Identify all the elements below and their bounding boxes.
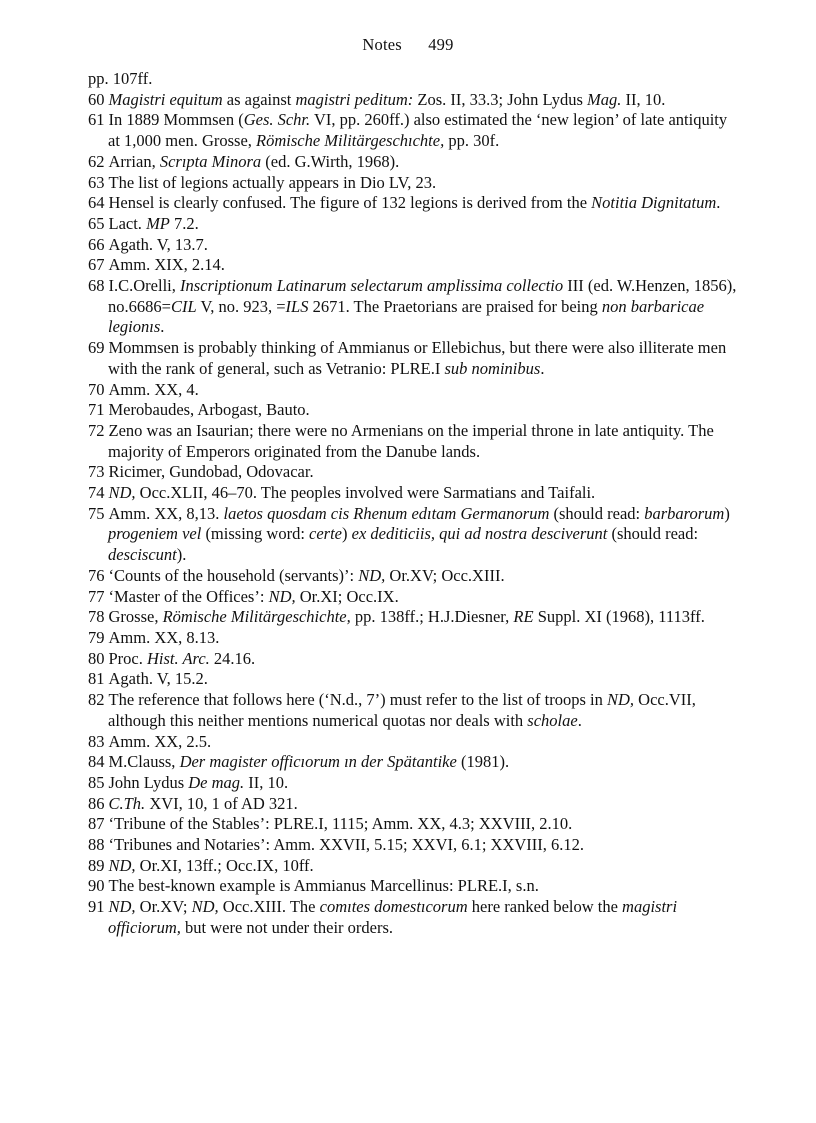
note-number: 65 [88,213,105,233]
note-item [88,110,738,151]
note-number: 71 [88,400,105,420]
note-number: 60 [88,89,105,109]
note-number: 73 [88,462,105,482]
note-item [88,235,738,256]
note-text: Ricimer, Gundobad, Odovacar. [108,462,314,482]
note-text: Mommsen is probably thinking of Ammianus or Ellebichus, but there were also illiterate men with the rank of general, such as Vetranio: PLRE.I sub nominibus. [108,338,727,378]
note-text: C.Th. XVI, 10, 1 of AD 321. [108,793,298,813]
note-number: 91 [88,897,105,917]
page-number: 499 [428,35,454,54]
note-number: 64 [88,193,105,213]
note-item [88,752,738,773]
note-item [88,255,738,276]
note-item [88,214,738,235]
note-text: ‘Master of the Offices’: ND, Or.XI; Occ.IX. [108,586,399,606]
note-item [88,628,738,649]
note-item [88,794,738,815]
note-text: John Lydus De mag. II, 10. [108,772,289,792]
note-item [88,690,738,731]
note-item [88,504,738,566]
note-number: 68 [88,276,105,296]
note-number: 80 [88,648,105,668]
note-item [88,276,738,338]
note-number: 86 [88,793,105,813]
note-item [88,483,738,504]
note-text: Amm. XIX, 2.14. [108,255,225,275]
note-text: ND, Or.XI, 13ff.; Occ.IX, 10ff. [108,855,314,875]
note-number: 70 [88,379,105,399]
running-header [0,35,816,55]
note-item [88,421,738,462]
notes-list [88,69,738,939]
note-number: 84 [88,752,105,772]
note-item [88,897,738,938]
note-item [88,152,738,173]
note-text: The list of legions actually appears in Dio LV, 23. [108,172,437,192]
note-item [88,669,738,690]
note-number: 78 [88,607,105,627]
note-text: ND, Occ.XLII, 46–70. The peoples involved were Sarmatians and Taifali. [108,483,596,503]
note-item [88,607,738,628]
note-text: Hensel is clearly confused. The figure of 132 legions is derived from the Notitia Dignitatum. [108,193,721,213]
note-text: Amm. XX, 8,13. laetos quosdam cis Rhenum edıtam Germanorum (should read: barbarorum) progeniem vel (missing word: certe) ex dediticiis, qui ad nostra desciverunt (should read: desciscunt). [108,503,730,565]
header-title: Notes [362,35,402,54]
note-number: 75 [88,503,105,523]
note-item [88,90,738,111]
note-text: Magistri equitum as against magistri peditum: Zos. II, 33.3; John Lydus Mag. II, 10. [108,89,666,109]
note-number: 89 [88,855,105,875]
note-item [88,587,738,608]
note-number: 72 [88,420,105,440]
note-text: Amm. XX, 4. [108,379,199,399]
note-text: Grosse, Römische Militärgeschichte, pp. 138ff.; H.J.Diesner, RE Suppl. XI (1968), 1113ff. [108,607,705,627]
note-text: Agath. V, 15.2. [108,669,208,689]
note-number: 77 [88,586,105,606]
note-number: 67 [88,255,105,275]
note-text: Proc. Hist. Arc. 24.16. [108,648,256,668]
note-item [88,835,738,856]
note-text: Arrian, Scrıpta Minora (ed. G.Wirth, 1968). [108,151,400,171]
note-item [88,462,738,483]
note-item [88,193,738,214]
note-number: 88 [88,835,105,855]
note-text: ND, Or.XV; ND, Occ.XIII. The comıtes domestıcorum here ranked below the magistri officiorum, but were not under their orders. [108,897,678,937]
note-text: Amm. XX, 8.13. [108,627,220,647]
note-text: ‘Tribunes and Notaries’: Amm. XXVII, 5.15; XXVI, 6.1; XXVIII, 6.12. [108,835,585,855]
note-item [88,380,738,401]
note-number: 90 [88,876,105,896]
note-number: 81 [88,669,105,689]
note-number: 62 [88,151,105,171]
note-item [88,773,738,794]
note-number: 82 [88,690,105,710]
note-item [88,814,738,835]
note-number: 74 [88,483,105,503]
note-number: 85 [88,772,105,792]
note-text: Lact. MP 7.2. [108,213,199,233]
note-number: 63 [88,172,105,192]
note-text: Zeno was an Isaurian; there were no Armenians on the imperial throne in late antiquity. The majority of Emperors originated from the Danube lands. [108,420,714,461]
note-number: 87 [88,814,105,834]
note-number: 69 [88,338,105,358]
note-number: 79 [88,627,105,647]
note-item [88,876,738,897]
note-text: Merobaudes, Arbogast, Bauto. [108,400,310,420]
note-text: ‘Counts of the household (servants)’: ND, Or.XV; Occ.XIII. [108,565,505,585]
note-text: Agath. V, 13.7. [108,234,208,254]
note-text: M.Clauss, Der magister officıorum ın der Spätantike (1981). [108,752,510,772]
note-item [88,338,738,379]
note-item [88,566,738,587]
note-number: 66 [88,234,105,254]
note-item [88,69,738,90]
note-text: The best-known example is Ammianus Marcellinus: PLRE.I, s.n. [108,876,539,896]
note-item [88,400,738,421]
note-text: In 1889 Mommsen (Ges. Schr. VI, pp. 260ff.) also estimated the ‘new legion’ of late antiquity at 1,000 men. Grosse, Römische Militärgeschıchte, pp. 30f. [108,110,728,151]
note-text: Amm. XX, 2.5. [108,731,212,751]
note-item [88,856,738,877]
note-item [88,173,738,194]
note-text: I.C.Orelli, Inscriptionum Latinarum selectarum amplissima collectio III (ed. W.Henzen, 1856), no.6686=CIL V, no. 923, =ILS 2671. The Praetorians are praised for being non barbaricae legionıs. [108,276,737,337]
note-item [88,732,738,753]
note-item [88,649,738,670]
note-number: 76 [88,565,105,585]
note-text: pp. 107ff. [88,69,153,88]
note-text: ‘Tribune of the Stables’: PLRE.I, 1115; Amm. XX, 4.3; XXVIII, 2.10. [108,814,573,834]
note-text: The reference that follows here (‘N.d., 7’) must refer to the list of troops in ND, Occ.VII, although this neither mentions numerical quotas nor deals with scholae. [108,690,696,730]
note-number: 61 [88,110,105,130]
note-number: 83 [88,731,105,751]
